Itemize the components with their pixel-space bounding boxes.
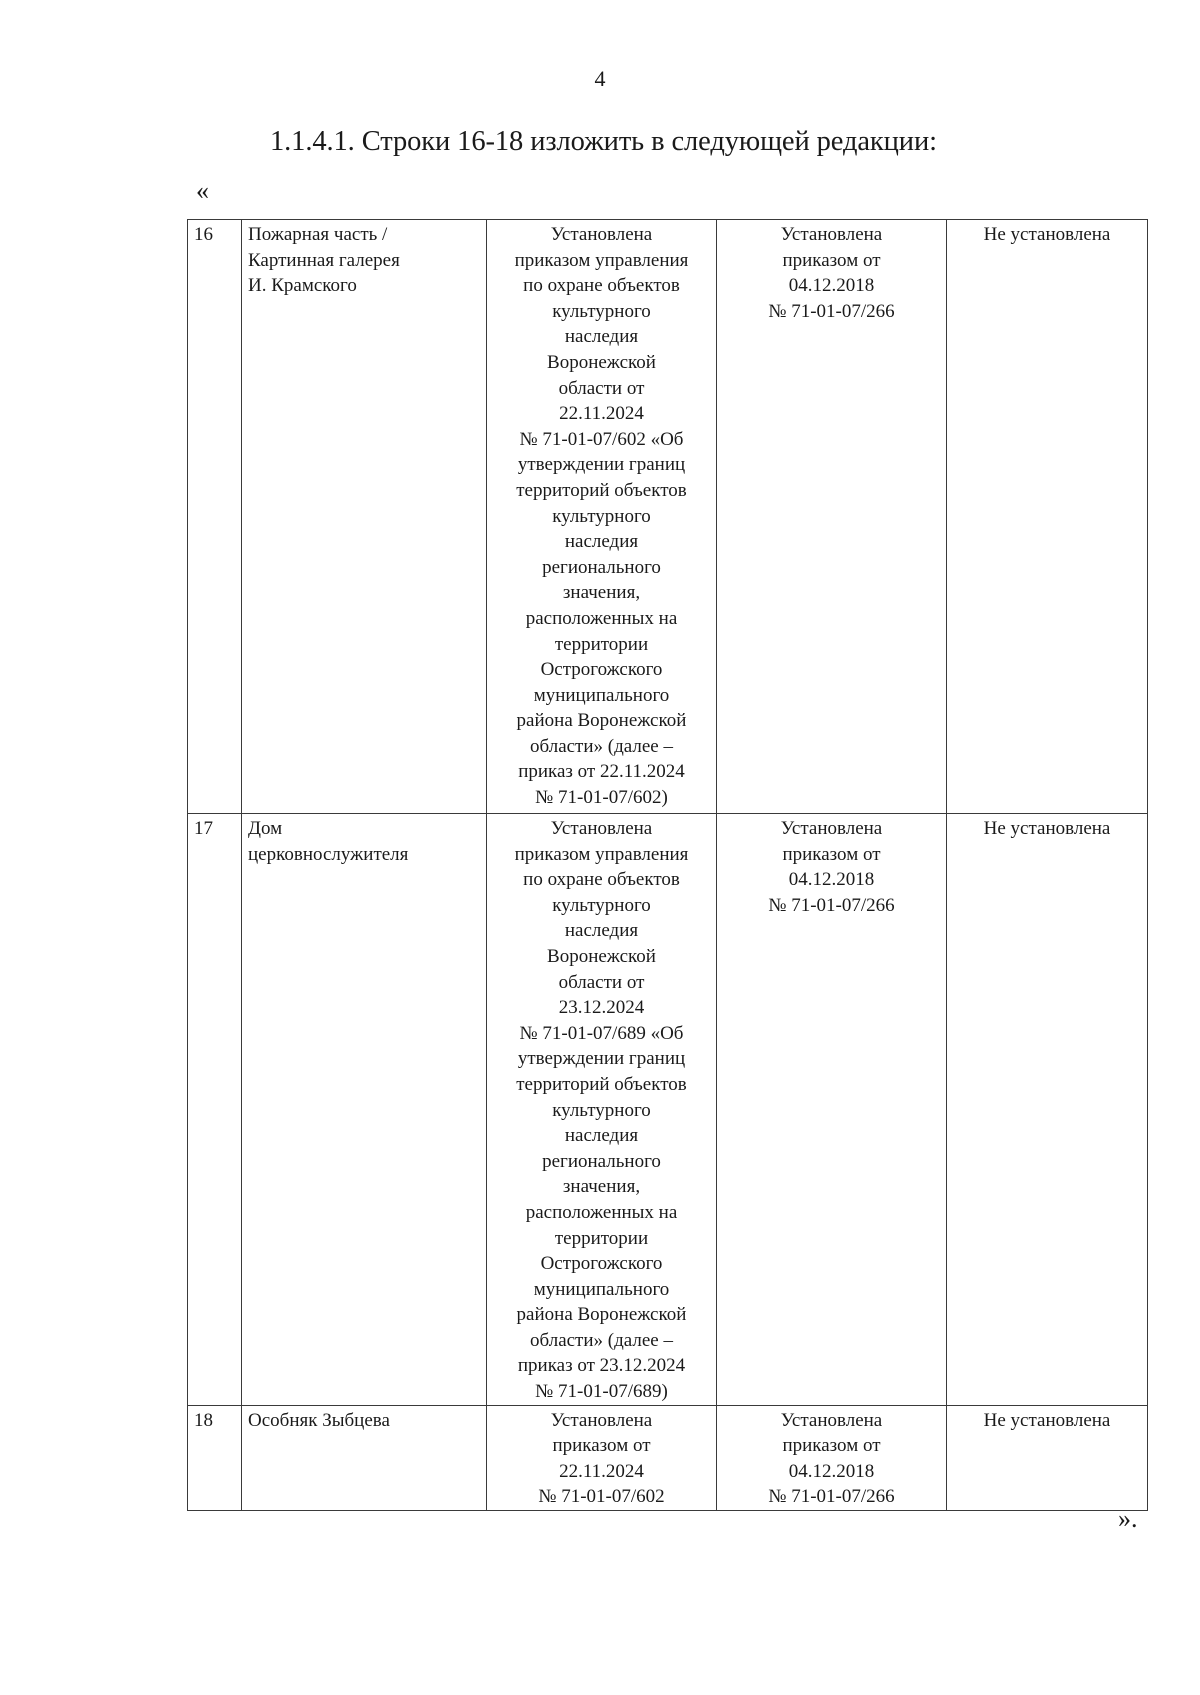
closing-quote: ». (1118, 1504, 1138, 1533)
protection-zones-cell: Установлена приказом от 04.12.2018 № 71-01-07/266 (717, 1405, 947, 1510)
row-number-cell: 18 (188, 1405, 242, 1510)
requirements-cell: Не установлена (947, 814, 1148, 1406)
territory-boundaries-cell: Установлена приказом управления по охране объектов культурного наследия Воронежской области от 22.11.2024 № 71-01-07/602 «Об утверждении границ территорий объектов культурного наследия регионального значения, расположенных на территории Острогожского муниципального района Воронежской области» (далее – приказ от 22.11.2024 № 71-01-07/602) (487, 220, 717, 814)
row-number-cell: 17 (188, 814, 242, 1406)
section-heading: 1.1.4.1. Строки 16-18 изложить в следующей редакции: (270, 126, 937, 157)
row-number-cell: 16 (188, 220, 242, 814)
requirements-cell: Не установлена (947, 1405, 1148, 1510)
protection-zones-cell: Установлена приказом от 04.12.2018 № 71-01-07/266 (717, 814, 947, 1406)
table-row (188, 220, 1148, 814)
table-row (188, 1405, 1148, 1510)
heritage-objects-table (187, 219, 1148, 1511)
requirements-cell: Не установлена (947, 220, 1148, 814)
table-row (188, 814, 1148, 1406)
page-number: 4 (594, 66, 606, 91)
opening-quote: « (196, 176, 209, 205)
territory-boundaries-cell: Установлена приказом управления по охране объектов культурного наследия Воронежской области от 23.12.2024 № 71-01-07/689 «Об утверждении границ территорий объектов культурного наследия регионального значения, расположенных на территории Острогожского муниципального района Воронежской области» (далее – приказ от 23.12.2024 № 71-01-07/689) (487, 814, 717, 1406)
object-name-cell: Дом церковнослужителя (242, 814, 487, 1406)
territory-boundaries-cell: Установлена приказом от 22.11.2024 № 71-01-07/602 (487, 1405, 717, 1510)
object-name-cell: Особняк Зыбцева (242, 1405, 487, 1510)
object-name-cell: Пожарная часть / Картинная галерея И. Крамского (242, 220, 487, 814)
protection-zones-cell: Установлена приказом от 04.12.2018 № 71-01-07/266 (717, 220, 947, 814)
